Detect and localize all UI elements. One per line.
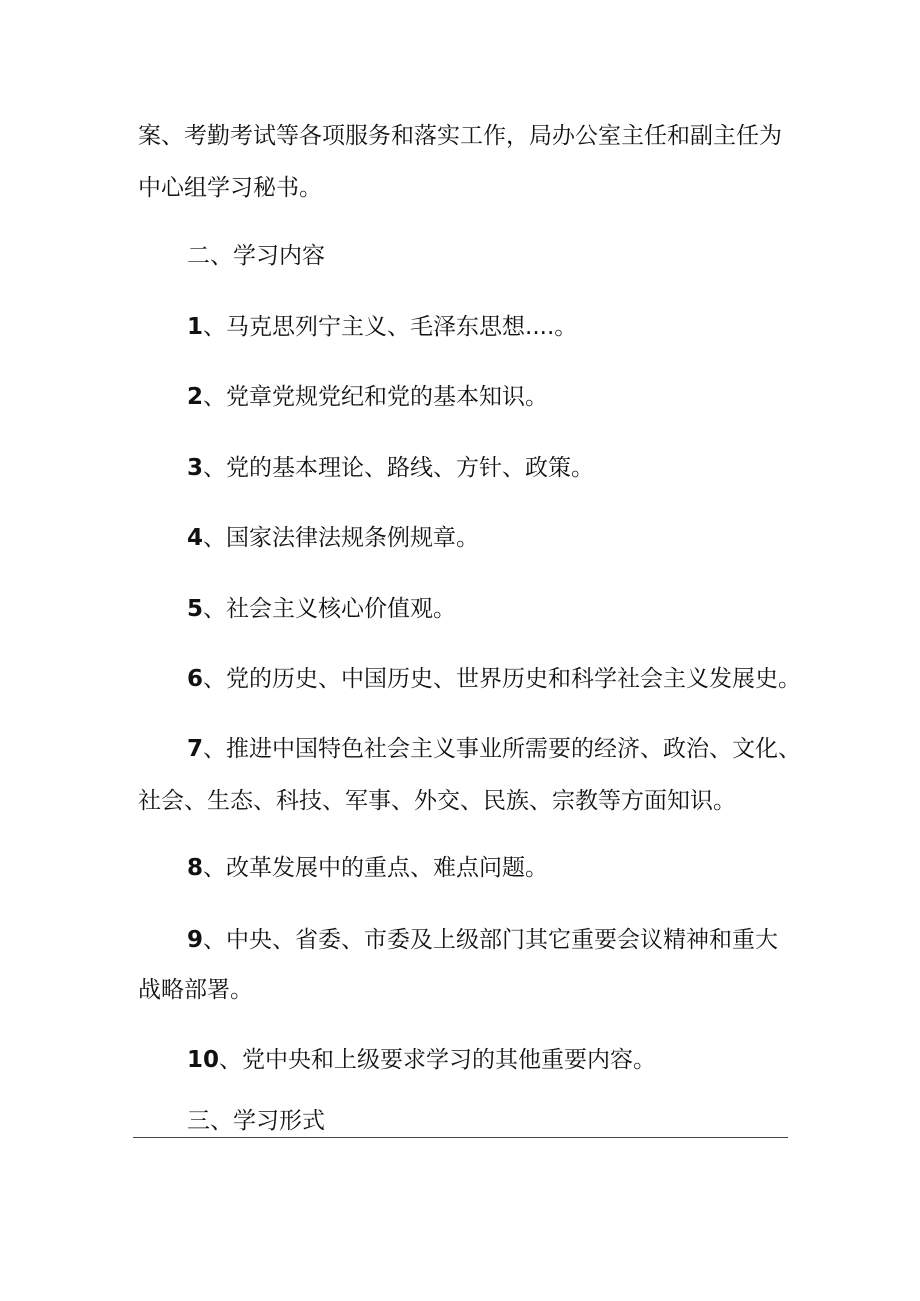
list-item-6 xyxy=(187,664,847,694)
section-heading-format: 三、学习形式 xyxy=(187,1108,325,1134)
item-text: 、社会主义核心价值观。 xyxy=(203,596,457,622)
list-item-4 xyxy=(187,523,847,553)
intro-line-1: 案、考勤考试等各项服务和落实工作，局办公室主任和副主任为 xyxy=(138,123,782,149)
list-item-8 xyxy=(187,853,847,883)
intro-line-2: 中心组学习秘书。 xyxy=(138,175,322,201)
list-item-2 xyxy=(187,382,847,412)
list-item-7-continuation: 社会、生态、科技、军事、外交、民族、宗教等方面知识。 xyxy=(138,788,736,814)
list-item-5 xyxy=(187,594,847,624)
item-text: 、改革发展中的重点、难点问题。 xyxy=(203,855,549,881)
item-number: 5 xyxy=(187,596,204,622)
list-item-9-continuation: 战略部署。 xyxy=(138,977,253,1003)
item-number: 6 xyxy=(187,666,204,692)
section-heading-content: 二、学习内容 xyxy=(187,243,325,269)
list-item-1 xyxy=(187,312,847,342)
item-number: 3 xyxy=(187,455,204,481)
list-item-3 xyxy=(187,453,847,483)
item-number: 9 xyxy=(187,927,204,953)
item-number: 4 xyxy=(187,525,204,551)
item-text: 、党的基本理论、路线、方针、政策。 xyxy=(203,455,595,481)
item-text: 、党的历史、中国历史、世界历史和科学社会主义发展史。 xyxy=(203,666,802,692)
item-number: 10 xyxy=(187,1047,220,1073)
item-text: 、党中央和上级要求学习的其他重要内容。 xyxy=(219,1047,657,1073)
item-number: 7 xyxy=(187,736,204,762)
item-text: 、国家法律法规条例规章。 xyxy=(203,525,480,551)
item-number: 8 xyxy=(187,855,204,881)
item-text: 、中央、省委、市委及上级部门其它重要会议精神和重大 xyxy=(203,927,779,953)
item-text: 、马克思列宁主义、毛泽东思想....。 xyxy=(203,314,578,340)
item-number: 1 xyxy=(187,314,204,340)
list-item-7 xyxy=(187,734,847,764)
list-item-10 xyxy=(187,1045,847,1075)
page-divider xyxy=(133,1137,788,1138)
item-text: 、党章党规党纪和党的基本知识。 xyxy=(203,384,549,410)
list-item-9 xyxy=(187,925,847,955)
item-number: 2 xyxy=(187,384,204,410)
item-text: 、推进中国特色社会主义事业所需要的经济、政治、文化、 xyxy=(203,736,802,762)
